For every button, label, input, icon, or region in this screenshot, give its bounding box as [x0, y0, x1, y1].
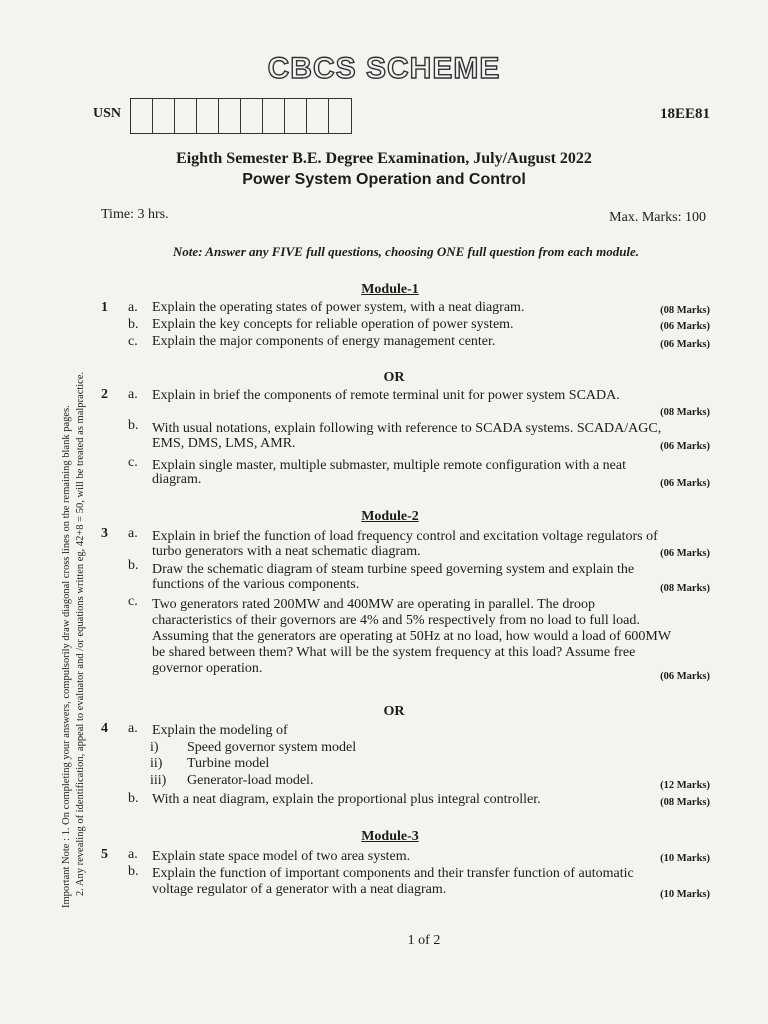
module-1-title: Module-1 [361, 282, 419, 297]
question-text: EMS, DMS, LMS, AMR. [152, 436, 296, 451]
marks-label: (06 Marks) [660, 478, 710, 489]
question-text: With a neat diagram, explain the proportional plus integral controller. [152, 792, 541, 807]
subpart-label: b. [128, 317, 139, 332]
question-text: turbo generators with a neat schematic diagram. [152, 544, 421, 559]
subpart-label: a. [128, 847, 138, 862]
list-item-text: Speed governor system model [187, 740, 357, 755]
marks-label: (08 Marks) [660, 407, 710, 418]
usn-boxes [130, 98, 352, 134]
question-text: Draw the schematic diagram of steam turbine speed governing system and explain the [152, 562, 635, 577]
question-text: Explain single master, multiple submaster, multiple remote configuration with a neat [152, 458, 626, 473]
subpart-label: b. [128, 791, 139, 806]
question-text: With usual notations, explain following with reference to SCADA systems. SCADA/AGC, [152, 421, 662, 436]
time-duration: Time: 3 hrs. [101, 207, 169, 222]
subpart-label: c. [128, 334, 138, 349]
usn-box [241, 99, 263, 133]
subpart-label: a. [128, 387, 138, 402]
question-text: Explain the function of important components and their transfer function of automatic [152, 866, 634, 881]
subpart-label: a. [128, 721, 138, 736]
subpart-label: b. [128, 418, 139, 433]
exam-title: Eighth Semester B.E. Degree Examination, July/August 2022 [176, 150, 592, 167]
question-text: Two generators rated 200MW and 400MW are operating in parallel. The droop [152, 597, 595, 612]
question-text: characteristics of their governors are 4% and 5% respectively from no load to full load. [152, 613, 640, 628]
list-item-label: iii) [150, 773, 167, 788]
usn-box [285, 99, 307, 133]
question-number: 5 [101, 847, 108, 862]
marks-label: (10 Marks) [660, 889, 710, 900]
list-item-text: Turbine model [187, 756, 270, 771]
page-number: 1 of 2 [407, 933, 441, 948]
question-text: diagram. [152, 472, 202, 487]
list-item-text: Generator-load model. [187, 773, 314, 788]
marks-label: (06 Marks) [660, 441, 710, 452]
subpart-label: a. [128, 526, 138, 541]
usn-box [197, 99, 219, 133]
question-text: Explain the key concepts for reliable operation of power system. [152, 317, 514, 332]
or-divider: OR [383, 704, 405, 719]
question-text: be shared between them? What will be the system frequency at this load? Assume free [152, 645, 636, 660]
question-text: voltage regulator of a generator with a neat diagram. [152, 882, 447, 897]
max-marks: Max. Marks: 100 [609, 210, 706, 225]
question-number: 4 [101, 721, 108, 736]
question-text: governor operation. [152, 661, 263, 676]
marks-label: (08 Marks) [660, 797, 710, 808]
marks-label: (12 Marks) [660, 780, 710, 791]
module-2-title: Module-2 [361, 509, 419, 524]
question-number: 1 [101, 300, 108, 315]
subpart-label: a. [128, 300, 138, 315]
subject-code: 18EE81 [659, 106, 710, 122]
subpart-label: b. [128, 864, 139, 879]
subpart-label: c. [128, 455, 138, 470]
instructions-note: Note: Answer any FIVE full questions, choosing ONE full question from each module. [172, 244, 640, 259]
question-text: Assuming that the generators are operating at 50Hz at no load, how would a load of 600MW [152, 629, 672, 644]
usn-box [153, 99, 175, 133]
question-number: 3 [101, 526, 108, 541]
marks-label: (06 Marks) [660, 339, 710, 350]
usn-box [263, 99, 285, 133]
question-text: Explain in brief the components of remote terminal unit for power system SCADA. [152, 388, 620, 403]
usn-box [175, 99, 197, 133]
important-note-sidebar [60, 372, 88, 908]
marks-label: (06 Marks) [660, 548, 710, 559]
list-item-label: i) [150, 740, 159, 755]
subject-title: Power System Operation and Control [242, 171, 526, 188]
question-number: 2 [101, 387, 108, 402]
usn-label: USN [93, 106, 122, 121]
usn-box [307, 99, 329, 133]
usn-box [131, 99, 153, 133]
usn-box [329, 99, 351, 133]
subpart-label: b. [128, 558, 139, 573]
question-text: Explain state space model of two area system. [152, 849, 411, 864]
question-text: Explain the major components of energy management center. [152, 334, 496, 349]
marks-label: (06 Marks) [660, 671, 710, 682]
sidenote-line1: Important Note : 1. On completing your answers, compulsorily draw diagonal cross lines on the remaining blank pages. [61, 405, 72, 908]
marks-label: (06 Marks) [660, 321, 710, 332]
question-text: functions of the various components. [152, 577, 360, 592]
question-text: Explain the modeling of [152, 723, 288, 738]
subpart-label: c. [128, 594, 138, 609]
marks-label: (08 Marks) [660, 583, 710, 594]
marks-label: (10 Marks) [660, 853, 710, 864]
question-text: Explain the operating states of power system, with a neat diagram. [152, 300, 525, 315]
marks-label: (08 Marks) [660, 305, 710, 316]
module-3-title: Module-3 [361, 829, 419, 844]
question-text: Explain in brief the function of load frequency control and excitation voltage regulators of [152, 529, 658, 544]
usn-box [219, 99, 241, 133]
list-item-label: ii) [150, 756, 163, 771]
or-divider: OR [383, 370, 405, 385]
scheme-stamp: CBCS SCHEME [267, 52, 501, 85]
sidenote-line2: 2. Any revealing of identification, appeal to evaluator and /or equations written eg, 42+8 = 50, will be treated as malpractice. [75, 371, 86, 896]
